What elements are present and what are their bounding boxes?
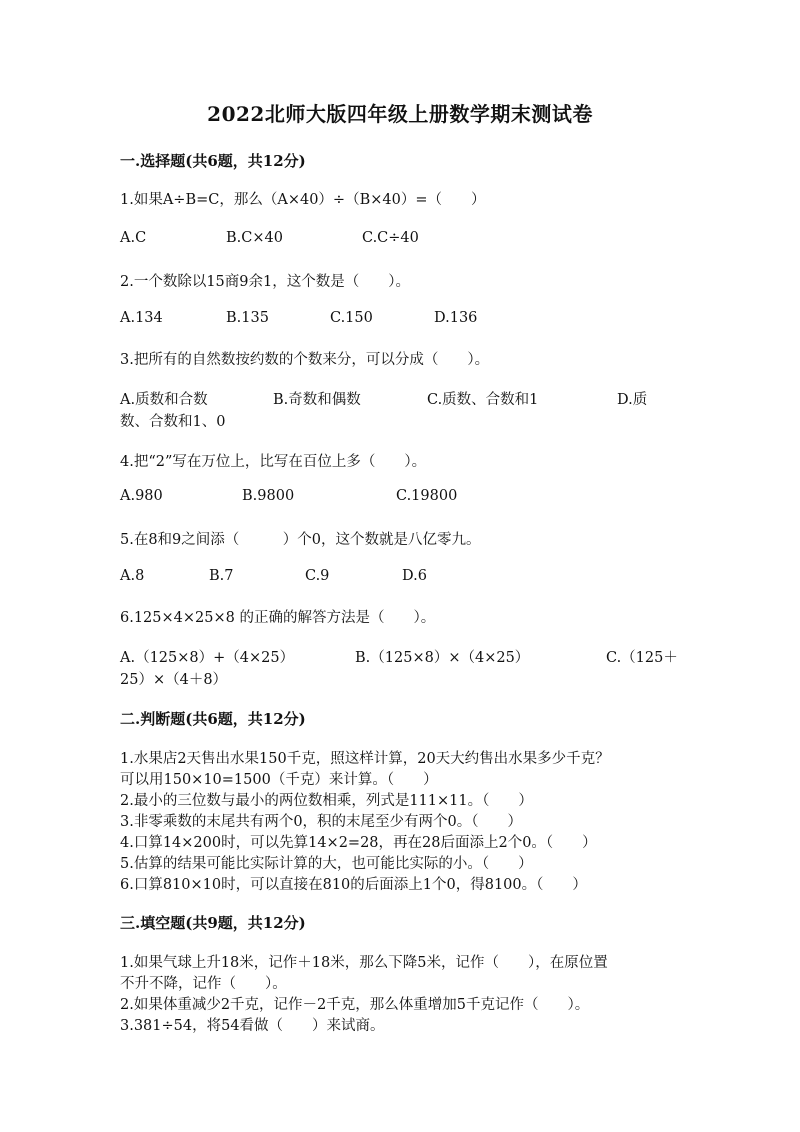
judge-line: 可以用150×10=1500（千克）来计算。（ ） xyxy=(120,772,438,788)
fill-line: 不升不降，记作（ ）。 xyxy=(120,976,287,992)
option: A.980 xyxy=(120,488,163,504)
option: C.质数、合数和1 xyxy=(427,392,539,408)
question-stem: 5.在8和9之间添（ ）个0，这个数就是八亿零九。 xyxy=(120,532,481,548)
option: B.奇数和偶数 xyxy=(273,392,361,408)
option: A.C xyxy=(120,230,147,246)
option: C.C÷40 xyxy=(362,230,419,246)
option: C.150 xyxy=(330,310,373,326)
judge-line: 2.最小的三位数与最小的两位数相乘，列式是111×11。（ ） xyxy=(120,793,533,809)
option: A.134 xyxy=(120,310,163,326)
option: D.6 xyxy=(402,568,427,584)
option: B.7 xyxy=(209,568,234,584)
option: B.9800 xyxy=(242,488,295,504)
section-heading-choice: 一.选择题(共6题，共12分) xyxy=(120,152,306,170)
section-heading-judge: 二.判断题(共6题，共12分) xyxy=(120,710,306,728)
option: A.8 xyxy=(120,568,145,584)
option-wrap: 数、合数和1、0 xyxy=(120,414,226,430)
fill-line: 1.如果气球上升18米，记作＋18米，那么下降5米，记作（ ），在原位置 xyxy=(120,955,608,971)
section-heading-fill: 三.填空题(共9题，共12分) xyxy=(120,914,306,932)
option: C.19800 xyxy=(396,488,458,504)
judge-line: 5.估算的结果可能比实际计算的大，也可能比实际的小。（ ） xyxy=(120,856,533,872)
question-stem: 1.如果A÷B=C，那么（A×40）÷（B×40）=（ ） xyxy=(120,192,486,208)
fill-line: 2.如果体重减少2千克，记作－2千克，那么体重增加5千克记作（ ）。 xyxy=(120,997,590,1013)
question-stem: 3.把所有的自然数按约数的个数来分，可以分成（ ）。 xyxy=(120,352,490,368)
option: C.9 xyxy=(305,568,330,584)
judge-line: 4.口算14×200时，可以先算14×2=28，再在28后面添上2个0。（ ） xyxy=(120,835,597,851)
judge-line: 3.非零乘数的末尾共有两个0，积的末尾至少有两个0。（ ） xyxy=(120,814,523,830)
option: D.质 xyxy=(617,392,648,408)
fill-line: 3.381÷54，将54看做（ ）来试商。 xyxy=(120,1018,385,1034)
judge-line: 6.口算810×10时，可以直接在810的后面添上1个0，得8100。（ ） xyxy=(120,877,587,893)
option: A.（125×8）+（4×25） xyxy=(120,650,295,666)
option: B.C×40 xyxy=(226,230,283,246)
question-stem: 2.一个数除以15商9余1，这个数是（ ）。 xyxy=(120,274,410,290)
page-title: 2022北师大版四年级上册数学期末测试卷 xyxy=(207,102,593,126)
judge-line: 1.水果店2天售出水果150千克，照这样计算，20天大约售出水果多少千克？ xyxy=(120,751,610,767)
option: B.135 xyxy=(226,310,269,326)
option: D.136 xyxy=(434,310,478,326)
option-wrap: 25）×（4＋8） xyxy=(120,672,228,688)
option: A.质数和合数 xyxy=(120,392,208,408)
question-stem: 6.125×4×25×8 的正确的解答方法是（ ）。 xyxy=(120,610,436,626)
option: B.（125×8）×（4×25） xyxy=(355,650,530,666)
option: C.（125＋ xyxy=(606,650,678,666)
question-stem: 4.把“2”写在万位上，比写在百位上多（ ）。 xyxy=(120,454,427,470)
